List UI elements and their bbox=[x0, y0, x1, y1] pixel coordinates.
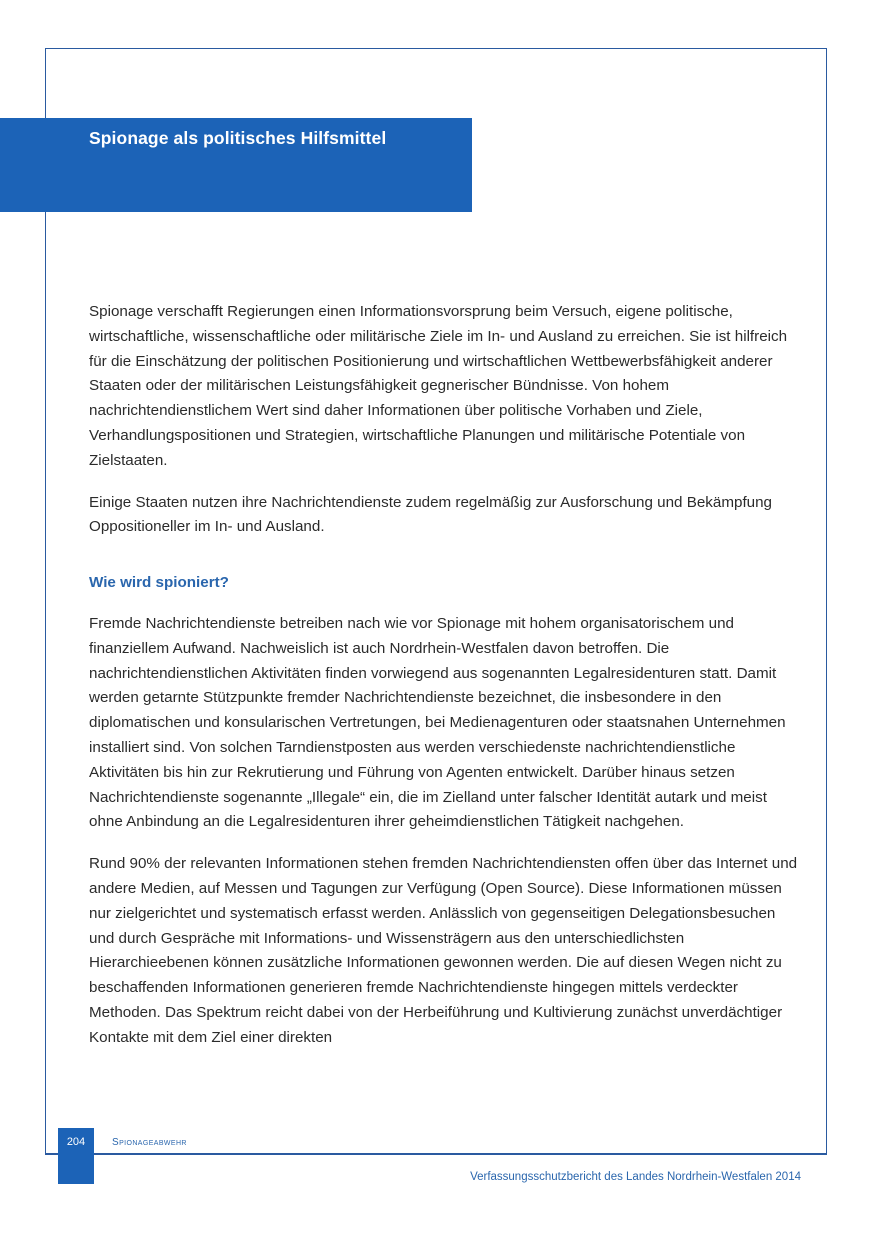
footer-section-name: Spionageabwehr bbox=[112, 1137, 187, 1148]
paragraph-4: Rund 90% der relevanten Informationen stehen fremden Nachrichtendiensten offen über das Internet und andere Medien, auf Messen und Tagungen zur Verfügung (Open Source). Diese Informationen müssen nur zielgerichtet und systematisch erfasst werden. Anlässlich von gegenseitigen Delegationsbesuchen und durch Gespräche mit Informations- und Wissensträgern aus den unterschiedlichsten Hierarchieebenen können zusätzliche Informationen gewonnen werden. Die auf diesen Wegen nicht zu beschaffenden Informationen generieren fremde Nachrichtendienste hingegen mittels verdeckter Methoden. Das Spektrum reicht dabei von der Herbeiführung und Kultivierung zunächst unverdächtiger Kontakte mit dem Ziel einer direkten bbox=[89, 855, 798, 1046]
paragraph-2: Einige Staaten nutzen ihre Nachrichtendienste zudem regelmäßig zur Ausforschung und Bekämpfung Oppositioneller im In- und Ausland. bbox=[89, 493, 772, 536]
title-banner bbox=[0, 118, 472, 212]
page-title: Spionage als politisches Hilfsmittel bbox=[89, 128, 387, 148]
footer-report-title: Verfassungsschutzbericht des Landes Nordrhein-Westfalen 2014 bbox=[470, 1171, 801, 1183]
section-subheading: Wie wird spioniert? bbox=[89, 574, 229, 592]
paragraph-3: Fremde Nachrichtendienste betreiben nach wie vor Spionage mit hohem organisatorischem und finanziellem Aufwand. Nachweislich ist auch Nordrhein-Westfalen davon betroffen. Die nachrichtendienstlichen Aktivitäten finden vorwiegend aus sogenannten Legalresidenturen statt. Damit werden getarnte Stützpunkte fremder Nachrichtendienste bezeichnet, die insbesondere in den diplomatischen und konsularischen Vertretungen, bei Medienagenturen oder staatsnahen Unternehmen installiert sind. Von solchen Tarndienstposten aus werden verschiedenste nachrichtendienstliche Aktivitäten bis hin zur Rekrutierung und Führung von Agenten entwickelt. Darüber hinaus setzen Nachrichtendienste sogenannte „Illegale“ ein, die im Zielland unter falscher Identität autark und meist ohne Anbindung an die Legalresidenturen ihrer geheimdienstlichen Tätigkeit nachgehen. bbox=[89, 614, 786, 831]
page-number: 204 bbox=[66, 1136, 86, 1148]
page-number-box bbox=[58, 1128, 94, 1184]
footer-divider bbox=[45, 1153, 827, 1155]
paragraph-1: Spionage verschafft Regierungen einen Informationsvorsprung beim Versuch, eigene politische, wirtschaftliche, wissenschaftliche oder militärische Ziele im In- und Ausland zu erreichen. Sie ist hilfreich für die Einschätzung der politischen Positionierung und wirtschaftlichen Wettbewerbsfähigkeit anderer Staaten oder der militärischen Leistungsfähigkeit gegnerischer Bündnisse. Von hohem nachrichtendienstlichem Wert sind daher Informationen über politische Vorhaben und Ziele, Verhandlungspositionen und Strategien, wirtschaftliche Planungen und militärische Potentiale von Zielstaaten. bbox=[89, 303, 788, 469]
main-content bbox=[89, 300, 801, 1068]
